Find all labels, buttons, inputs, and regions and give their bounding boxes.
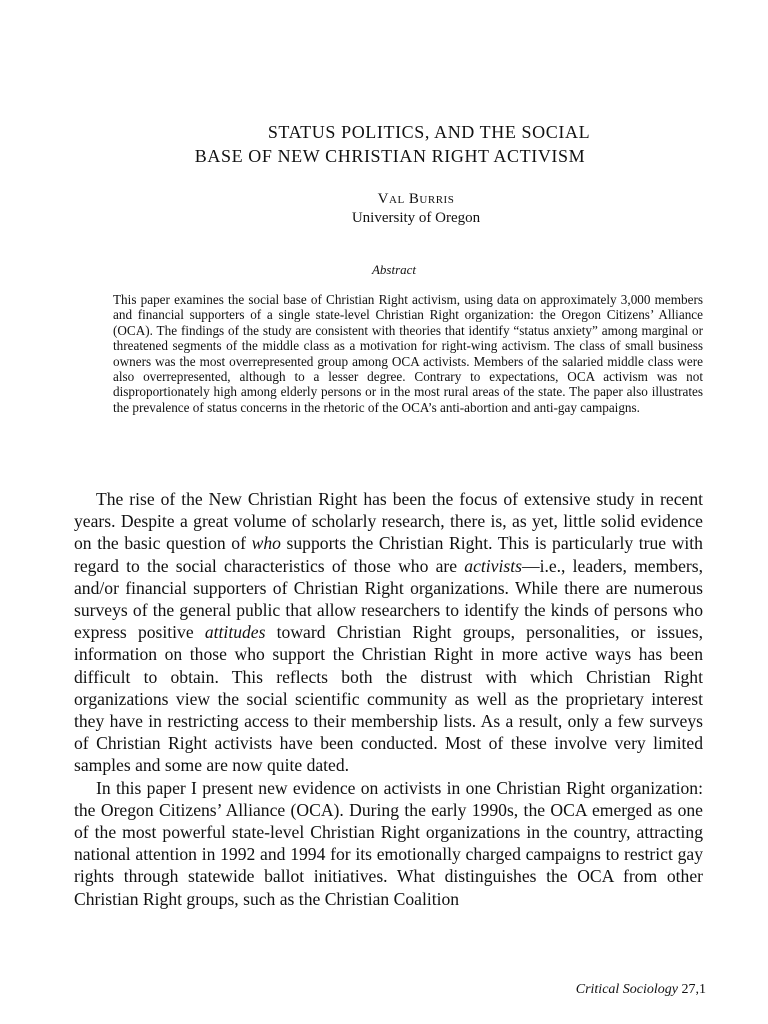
body-p1-text-2: supports the Christian Right. This is particularly true with regard to the social characteristics of those who are	[74, 533, 703, 576]
page-footer	[576, 982, 706, 998]
paper-title-line-1: STATUS POLITICS, AND THE SOCIAL	[267, 122, 591, 142]
author-name: Val Burris	[377, 191, 455, 207]
abstract-text: This paper examines the social base of Christian Right activism, using data on approximately 3,000 members and financial supporters of a single state-level Christian Right organization: the Oregon Citizens’ Alliance (OCA). The findings of the study are consistent with theories that identify “status anxiety” among marginal or threatened segments of the middle class as a motivation for right-wing activism. The class of small business owners was the most overrepresented group among OCA activists. Members of the salaried middle class were also overrepresented, although to a lesser degree. Contrary to expectations, OCA activism was not disproportionately high among elderly persons or in the most rural areas of the state. The paper also illustrates the prevalence of status concerns in the rhetoric of the OCA’s anti-abortion and anti-gay campaigns.	[113, 292, 703, 415]
body-paragraph-1	[74, 488, 703, 777]
author-affiliation: University of Oregon	[351, 210, 481, 226]
body-p1-emphasis-who: who	[251, 533, 281, 554]
body-p1-text-1: The rise of the New Christian Right has been the focus of extensive study in recent years. Despite a great volume of scholarly research, there is, as yet, little solid evidence on the basic question of	[74, 489, 703, 554]
body-p1-emphasis-attitudes: attitudes	[204, 622, 266, 643]
journal-name: Critical Sociology	[575, 982, 678, 997]
body-p1-emphasis-activists: activists	[464, 555, 522, 576]
abstract-heading: Abstract	[371, 262, 417, 277]
body-paragraph-2: In this paper I present new evidence on activists in one Christian Right organization: the Oregon Citizens’ Alliance (OCA). During the early 1990s, the OCA emerged as one of the most powerful state-level Christian Right organizations in the country, attracting national attention in 1992 and 1994 for its emotionally charged campaigns to restrict gay rights through statewide ballot initiatives. What distinguishes the OCA from other Christian Right groups, such as the Christian Coalition	[74, 777, 703, 909]
paper-title-line-2: BASE OF NEW CHRISTIAN RIGHT ACTIVISM	[194, 146, 586, 166]
body-p1-text-3: —i.e., leaders, members, and/or financial supporters of Christian Right organizations. While there are numerous surveys of the general public that allow researchers to identify the kinds of persons who express positive	[74, 555, 703, 643]
journal-volume: 27,1	[681, 982, 706, 997]
body-text	[74, 488, 703, 910]
body-p1-text-4: toward Christian Right groups, personalities, or issues, information on those who support the Christian Right in more active ways has been difficult to obtain. This reflects both the distrust with which Christian Right organizations view the social scientific community as well as the proprietary interest they have in restricting access to their membership lists. As a result, only a few surveys of Christian Right activists have been conducted. Most of these involve very limited samples and some are now quite dated.	[74, 622, 703, 776]
